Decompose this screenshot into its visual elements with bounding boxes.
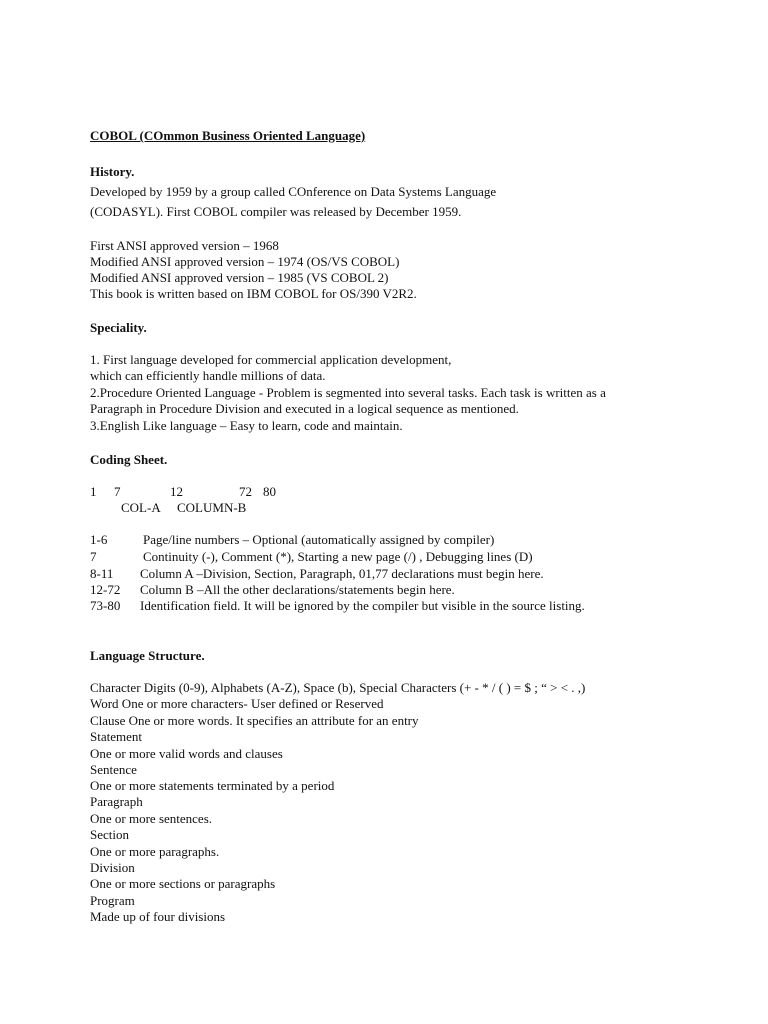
structure-line: Sentence bbox=[90, 762, 137, 777]
version-line: Modified ANSI approved version – 1985 (VS COBOL 2) bbox=[90, 270, 389, 285]
structure-line: One or more sentences. bbox=[90, 811, 213, 826]
row-description: Column B –All the other declarations/statements begin here. bbox=[140, 582, 455, 597]
row-description: Identification field. It will be ignored by the compiler but visible in the source listing. bbox=[140, 598, 585, 613]
column-number: 7 bbox=[114, 484, 121, 499]
structure-line: Made up of four divisions bbox=[90, 909, 226, 924]
language-structure-heading: Language Structure. bbox=[90, 648, 205, 663]
row-range: 7 bbox=[90, 549, 97, 564]
structure-line: Paragraph bbox=[90, 794, 143, 809]
document-title: COBOL (COmmon Business Oriented Language) bbox=[90, 128, 366, 143]
column-number: 80 bbox=[263, 484, 276, 499]
structure-line: Program bbox=[90, 893, 135, 908]
speciality-line: 3.English Like language – Easy to learn, code and maintain. bbox=[90, 418, 403, 433]
structure-line: Statement bbox=[90, 729, 142, 744]
structure-line: One or more statements terminated by a period bbox=[90, 778, 335, 793]
column-number: 12 bbox=[170, 484, 183, 499]
structure-line: Section bbox=[90, 827, 129, 842]
history-heading: History. bbox=[90, 164, 135, 179]
row-description: Continuity (-), Comment (*), Starting a new page (/) , Debugging lines (D) bbox=[143, 549, 533, 564]
coding-sheet-heading: Coding Sheet. bbox=[90, 452, 168, 467]
structure-line: Division bbox=[90, 860, 135, 875]
speciality-heading: Speciality. bbox=[90, 320, 147, 335]
version-line: First ANSI approved version – 1968 bbox=[90, 238, 279, 253]
structure-line: Word One or more characters- User defined or Reserved bbox=[90, 696, 384, 711]
version-line: Modified ANSI approved version – 1974 (OS/VS COBOL) bbox=[90, 254, 400, 269]
col-a-label: COL-A bbox=[121, 500, 161, 515]
column-number: 1 bbox=[90, 484, 97, 499]
speciality-line: Paragraph in Procedure Division and executed in a logical sequence as mentioned. bbox=[90, 401, 519, 416]
speciality-line: 2.Procedure Oriented Language - Problem is segmented into several tasks. Each task is written as a bbox=[90, 385, 606, 400]
row-description: Column A –Division, Section, Paragraph, 01,77 declarations must begin here. bbox=[140, 566, 544, 581]
speciality-line: 1. First language developed for commercial application development, bbox=[90, 352, 452, 367]
column-number: 72 bbox=[239, 484, 252, 499]
row-range: 12-72 bbox=[90, 582, 121, 597]
history-paragraph-line: (CODASYL). First COBOL compiler was released by December 1959. bbox=[90, 204, 462, 219]
history-paragraph-line: Developed by 1959 by a group called COnference on Data Systems Language bbox=[90, 184, 497, 199]
structure-line: One or more sections or paragraphs bbox=[90, 876, 276, 891]
version-line: This book is written based on IBM COBOL for OS/390 V2R2. bbox=[90, 286, 417, 301]
row-description: Page/line numbers – Optional (automatically assigned by compiler) bbox=[143, 532, 495, 547]
structure-line: One or more valid words and clauses bbox=[90, 746, 283, 761]
structure-line: Character Digits (0-9), Alphabets (A-Z), Space (b), Special Characters (+ - * / ( ) = $ ; “ > < . ,) bbox=[90, 680, 586, 695]
row-range: 8-11 bbox=[90, 566, 114, 581]
structure-line: Clause One or more words. It specifies an attribute for an entry bbox=[90, 713, 419, 728]
row-range: 73-80 bbox=[90, 598, 121, 613]
speciality-line: which can efficiently handle millions of data. bbox=[90, 368, 326, 383]
structure-line: One or more paragraphs. bbox=[90, 844, 220, 859]
col-b-label: COLUMN-B bbox=[177, 500, 247, 515]
row-range: 1-6 bbox=[90, 532, 108, 547]
